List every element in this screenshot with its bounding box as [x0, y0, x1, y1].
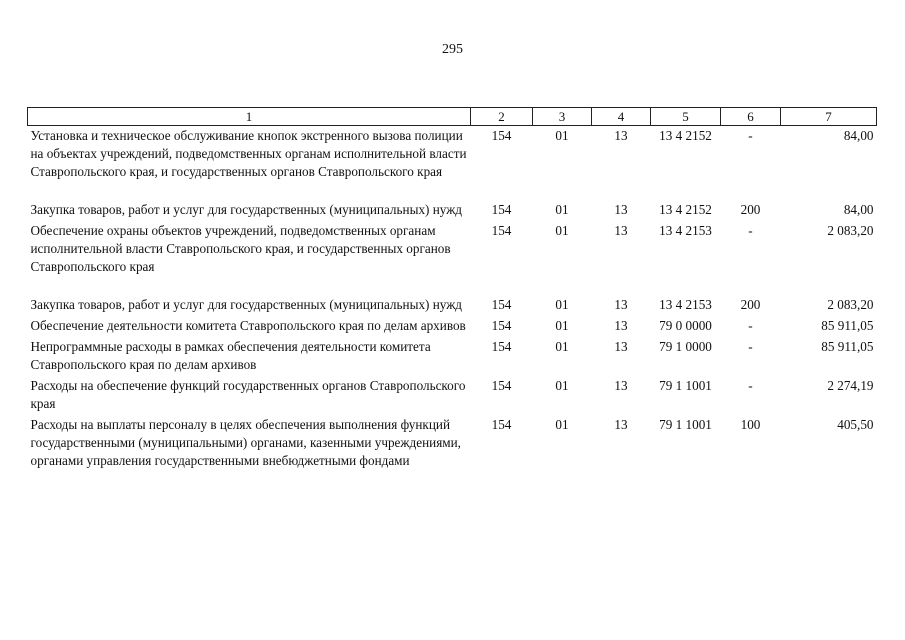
row-target-article: 79 1 1001: [659, 378, 712, 393]
column-header: 3: [533, 108, 592, 126]
row-target-article: 13 4 2152: [659, 202, 712, 217]
row-target-article: 79 1 1001: [659, 417, 712, 432]
row-expense-type: 200: [740, 297, 761, 312]
row-amount: 2 083,20: [827, 297, 874, 312]
row-description: Обеспечение охраны объектов учреждений, подведомственных органам исполнительной власти Ставропольского края, и государственных органов Ставропольского края: [30, 223, 451, 274]
row-code-section: 01: [555, 417, 569, 432]
row-amount: 84,00: [843, 128, 874, 143]
row-code-section: 01: [555, 223, 569, 238]
budget-table: [27, 107, 877, 473]
row-code-subsection: 13: [614, 339, 628, 354]
row-code-subsection: 13: [614, 202, 628, 217]
column-header: 6: [721, 108, 781, 126]
row-expense-type: -: [748, 223, 753, 238]
table-row: [28, 338, 877, 377]
row-description: Обеспечение деятельности комитета Ставропольского края по делам архивов: [30, 318, 466, 333]
table-row: [28, 126, 877, 202]
row-code-subsection: 13: [614, 378, 628, 393]
row-code-ministry: 154: [491, 202, 512, 217]
table-row: [28, 416, 877, 473]
row-code-section: 01: [555, 128, 569, 143]
row-code-subsection: 13: [614, 223, 628, 238]
row-amount: 2 083,20: [827, 223, 874, 238]
row-amount: 2 274,19: [827, 378, 874, 393]
row-target-article: 13 4 2153: [659, 223, 712, 238]
table-header-row: [28, 108, 877, 126]
row-expense-type: -: [748, 128, 753, 143]
row-description: Расходы на обеспечение функций государственных органов Ставропольского края: [30, 378, 466, 411]
row-expense-type: 200: [740, 202, 761, 217]
row-target-article: 79 0 0000: [659, 318, 712, 333]
row-expense-type: 100: [740, 417, 761, 432]
row-code-ministry: 154: [491, 417, 512, 432]
table-row: [28, 317, 877, 338]
row-description: Закупка товаров, работ и услуг для государственных (муниципальных) нужд: [30, 202, 463, 217]
column-header: 2: [471, 108, 533, 126]
row-code-section: 01: [555, 378, 569, 393]
row-code-section: 01: [555, 202, 569, 217]
row-expense-type: -: [748, 378, 753, 393]
row-description: Расходы на выплаты персоналу в целях обеспечения выполнения функций государственными (муниципальными) органами, казенными учреждениями, органами управления государственными внебюджетными фондами: [30, 417, 461, 468]
row-amount: 405,50: [837, 417, 874, 432]
row-description: Закупка товаров, работ и услуг для государственных (муниципальных) нужд: [30, 297, 463, 312]
row-code-ministry: 154: [491, 318, 512, 333]
row-code-section: 01: [555, 297, 569, 312]
column-header: 7: [781, 108, 877, 126]
row-code-subsection: 13: [614, 297, 628, 312]
column-header: 5: [651, 108, 721, 126]
row-amount: 84,00: [843, 202, 874, 217]
row-expense-type: -: [748, 318, 753, 333]
column-header: 4: [592, 108, 651, 126]
row-code-section: 01: [555, 318, 569, 333]
row-target-article: 13 4 2153: [659, 297, 712, 312]
row-amount: 85 911,05: [821, 339, 874, 354]
row-target-article: 79 1 0000: [659, 339, 712, 354]
row-code-section: 01: [555, 339, 569, 354]
table-row: [28, 296, 877, 317]
row-amount: 85 911,05: [821, 318, 874, 333]
page-number: 295: [442, 42, 463, 57]
table-row: [28, 201, 877, 222]
row-code-ministry: 154: [491, 128, 512, 143]
table-row: [28, 377, 877, 416]
row-code-subsection: 13: [614, 128, 628, 143]
table-row: [28, 222, 877, 296]
row-description: Непрограммные расходы в рамках обеспечения деятельности комитета Ставропольского края по делам архивов: [30, 339, 431, 372]
row-code-subsection: 13: [614, 318, 628, 333]
row-code-ministry: 154: [491, 297, 512, 312]
row-code-ministry: 154: [491, 339, 512, 354]
row-description: Установка и техническое обслуживание кнопок экстренного вызова полиции на объектах учреждений, подведомственных органам исполнительной власти Ставропольского края, и государственных органов Ставропольского края: [30, 128, 467, 179]
column-header: 1: [28, 108, 471, 126]
row-expense-type: -: [748, 339, 753, 354]
row-target-article: 13 4 2152: [659, 128, 712, 143]
row-code-ministry: 154: [491, 378, 512, 393]
row-code-ministry: 154: [491, 223, 512, 238]
row-code-subsection: 13: [614, 417, 628, 432]
